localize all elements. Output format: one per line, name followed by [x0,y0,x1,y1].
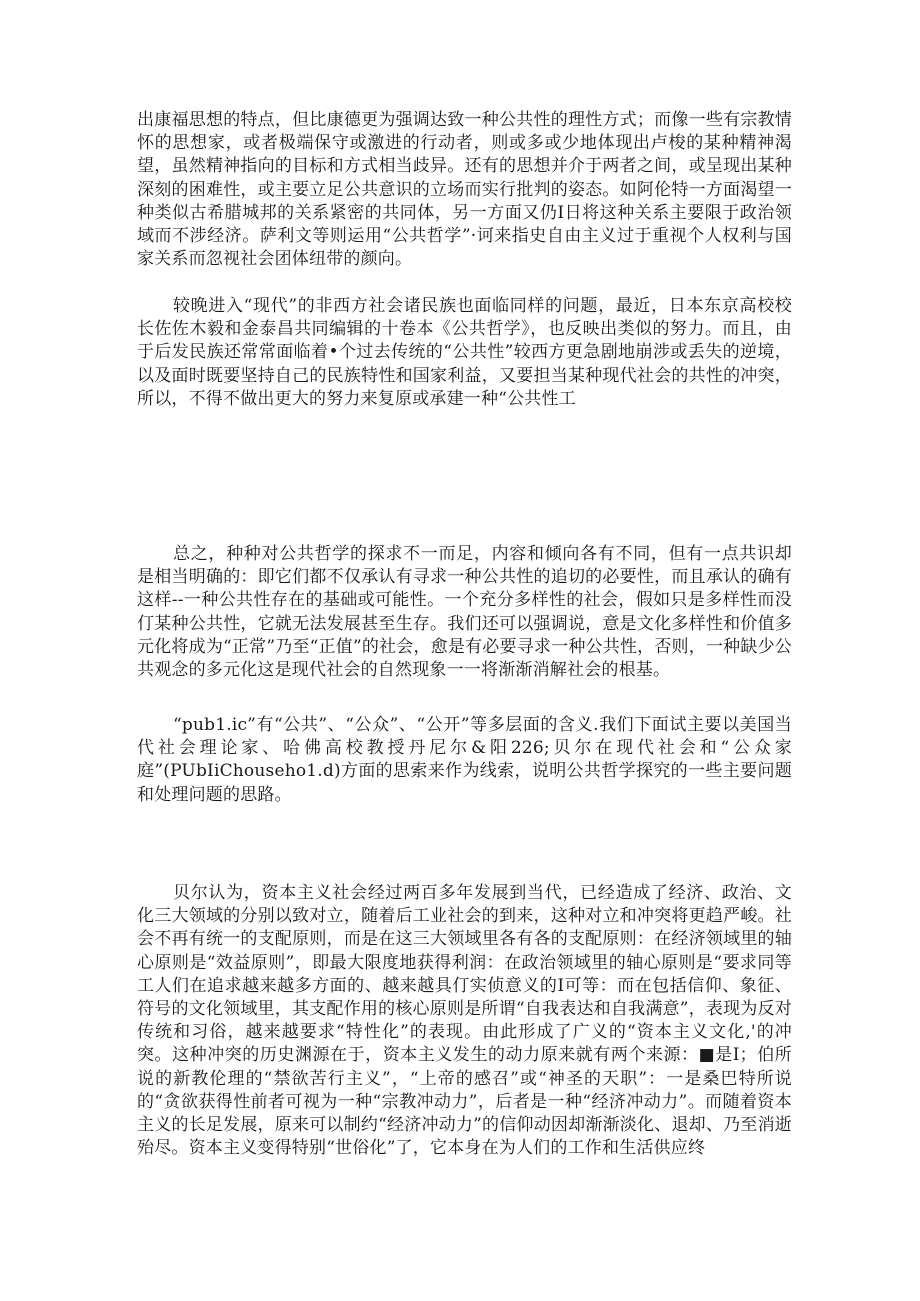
paragraph-summary-publicness: 总之，种种对公共哲学的探求不一而足，内容和倾向各有不同，但有一点共识却是相当明确的：即它们都不仅承认有寻求一种公共性的追切的必要性，而且承认的确有这样--一种公共性存在的基础或可能性。一个充分多样性的社会，假如只是多样性而没仃某种公共性，它就无法发展甚至生存。我们还可以强调说，意是文化多样性和价值多元化将成为“正常”乃至“正值”的社会，愈是有必要寻求一种公共性，否则，一种缺少公共观念的多元化这是现代社会的自然现象一一将渐渐消解社会的根基。 [137,544,792,681]
paragraph-public-meaning: “pub1.ic”有“公共”、“公众”、“公开”等多层面的含义.我们下面试主要以美国当代社会理论家、哈佛高校教授丹尼尔&阳226;贝尔在现代社会和“公众家庭”(PUbIiChouseho1.d)方面的思索来作为线索，说明公共哲学探究的一些主要问题和处理问题的思路。 [137,715,792,805]
paragraph-non-western-societies: 较晚进入“现代”的非西方社会诸民族也面临同样的问题，最近，日本东京高校校长佐佐木毅和金泰昌共同编辑的十卷本《公共哲学》，也反映出类似的努力。而且，由于后发民族还常常面临着•个过去传统的“公共性”较西方更急剧地崩涉或丢失的逆境，以及面时既要坚持自己的民族特性和国家利益，又要担当某种现代社会的共性的冲突，所以，不得不做出更大的努力来复原或承建一种“公共性工 [137,296,792,409]
paragraph-continuation: 出康福思想的特点，但比康德更为强调达致一种公共性的理性方式；而像一些有宗教情怀的思想家，或者极端保守或激进的行动者，则或多或少地体现出卢梭的某种精神渴望，虽然精神指向的目标和方式相当歧异。还有的思想并介于两者之间，或呈现出某种深刻的困难性，或主要立足公共意识的立场而实行批判的姿态。如阿伦特一方面渴望一种类似古希腊城邦的关系紧密的共同体，另一方面又仍I日将这种关系主要限于政治领域而不涉经济。萨利文等则运用“公共哲学”·诃来指史自由主义过于重视个人权利与国家关系而忽视社会团体纽带的颜向。 [137,110,792,270]
paragraph-bell-capitalism: 贝尔认为，资本主义社会经过两百多年发展到当代，已经造成了经济、政治、文化三大领域的分别以致对立，随着后工业社会的到来，这种对立和冲突将更趋严峻。社会不再有统一的支配原则，而是在这三大领域里各有各的支配原则：在经济领域里的轴心原则是“效益原则”，即最大限度地获得利润：在政治领域里的轴心原则是“要求同等工人们在追求越来越多方面的、越来越具仃实侦意义的I可等：而在包括信仰、象征、符号的文化领域里，其支配作用的核心原则是所谓“自我表达和自我满意”，表现为反对传统和习俗，越来越要求“特性化”的表现。由此形成了广义的“资本主义文化,'的冲突。这种冲突的历史渊源在于，资本主义发生的动力原来就有两个来源：■是I；伯所说的新教伦理的“禁欲苦行主义”，“上帝的感召”或“神圣的天职”：一是桑巴特所说的“贪欲获得性前者可视为一种“宗教冲动力”，后者是一种“经济冲动力”。而随着资本主义的长足发展，原来可以制约“经济冲动力”的信仰动因却渐渐淡化、退却、乃至消逝殆尽。资本主义变得特别“世俗化”了，它本身在为人们的工作和生活供应终 [137,883,792,1159]
